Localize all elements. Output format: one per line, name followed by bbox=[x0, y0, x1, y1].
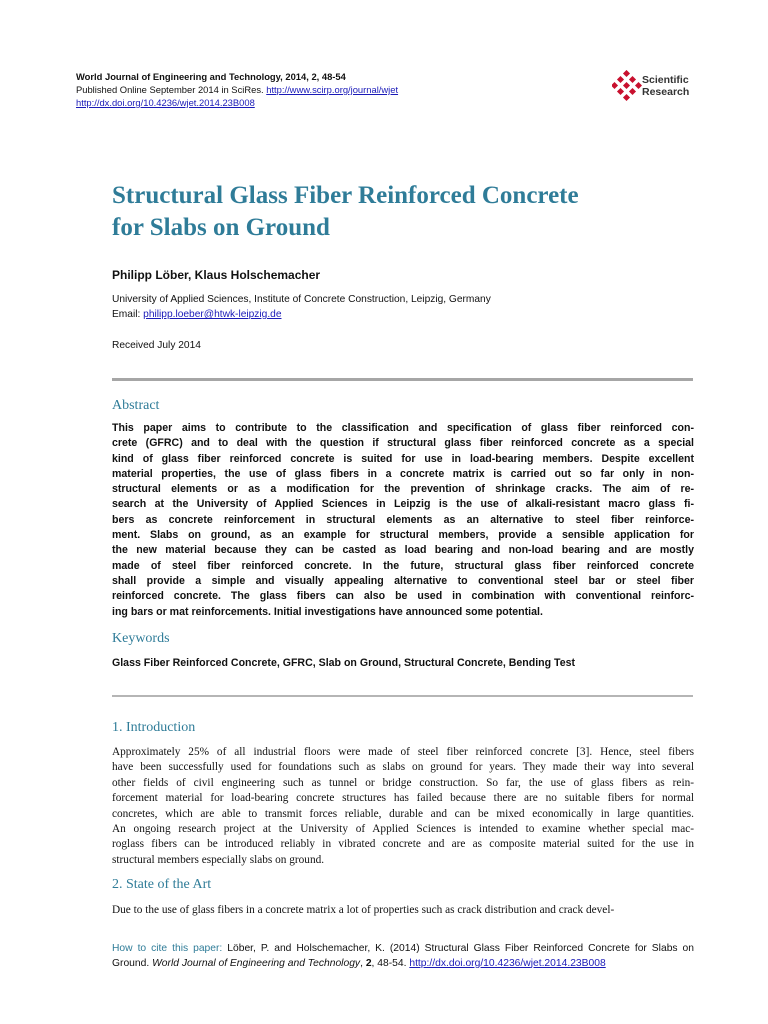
paper-title: Structural Glass Fiber Reinforced Concrete for Slabs on Ground bbox=[112, 182, 579, 241]
abstract-body bbox=[112, 421, 694, 620]
logo-text: Scientific Research bbox=[642, 74, 690, 98]
text-line: search at the University of Applied Sciences in Leipzig is the use of alkali-resistant macro glass fi- bbox=[112, 498, 694, 511]
citation-journal: World Journal of Engineering and Technology bbox=[152, 957, 361, 969]
state-of-art-heading: 2. State of the Art bbox=[112, 877, 212, 892]
affiliation: University of Applied Sciences, Institute of Concrete Construction, Leipzig, Germany bbox=[112, 294, 491, 305]
text-line: forcement material for load-bearing concrete structures has failed because there are no suitable fibers for normal bbox=[112, 792, 694, 805]
citation-text: Löber, P. and Holschemacher, K. (2014) Structural Glass Fiber Reinforced Concrete for Slabs on bbox=[227, 943, 694, 954]
text-line: structural members especially slabs on ground. bbox=[112, 853, 325, 866]
citation-label: How to cite this paper: bbox=[112, 943, 223, 954]
text-line: kind of glass fiber reinforced concrete is suited for use in load-bearing members. Despite excellent bbox=[112, 452, 694, 465]
text-line: An ongoing research project at the University of Applied Sciences is intended to examine whether special mac- bbox=[112, 823, 694, 836]
doi-link[interactable]: http://dx.doi.org/10.4236/wjet.2014.23B008 bbox=[76, 97, 255, 108]
citation-doi-link[interactable]: http://dx.doi.org/10.4236/wjet.2014.23B008 bbox=[409, 957, 606, 969]
citation: How to cite this paper: Löber, P. and Holschemacher, K. (2014) Structural Glass Fiber Reinforced Concrete for Slabs on Ground. World Journal of Engineering and Technology, 2, 48-54. http://dx.doi.org/10.4236/wjet.2014.23B008 bbox=[112, 943, 694, 969]
text-line: ing bars or mat reinforcements. Initial investigations have announced some potential. bbox=[112, 605, 543, 618]
authors: Philipp Löber, Klaus Holschemacher bbox=[112, 268, 321, 282]
text-line: concretes, which are able to transmit forces reliable, durable and can be mixed economically in large quantities. bbox=[112, 807, 694, 820]
text-line: other fields of civil engineering such as tunnel or bridge construction. So far, the use of glass fibers as rein- bbox=[112, 776, 694, 789]
text-line: shall provide a simple and visually appealing alternative to conventional steel bar or steel fiber bbox=[112, 574, 694, 587]
divider bbox=[112, 378, 693, 381]
published-line bbox=[76, 84, 398, 97]
text-line: ment. Slabs on ground, as an example for structural members, provide a sensible application for bbox=[112, 529, 694, 542]
text-line: This paper aims to contribute to the classification and specification of glass fiber reinforced con- bbox=[112, 422, 694, 434]
doi-line bbox=[76, 97, 255, 110]
text-line: crete (GFRC) and to deal with the question if structural glass fiber reinforced concrete as a special bbox=[112, 437, 694, 450]
text-line: roglass fibers can be introduced reliably in vibrated concrete and are as composite material suited for the use in bbox=[112, 838, 694, 851]
introduction-body bbox=[112, 745, 694, 868]
journal-line: World Journal of Engineering and Technology, 2014, 2, 48-54 bbox=[76, 71, 346, 82]
scientific-research-logo bbox=[612, 70, 702, 104]
email-line: Email: philipp.loeber@htwk-leipzig.de bbox=[112, 309, 282, 320]
text-line: have been successfully used for foundations such as slabs on ground for years. They made their way into several bbox=[112, 761, 694, 774]
text-line: Approximately 25% of all industrial floors were made of steel fiber reinforced concrete [3]. Hence, steel fibers bbox=[112, 746, 694, 758]
state-of-art-body: Due to the use of glass fibers in a concrete matrix a lot of properties such as crack distribution and crack devel- bbox=[112, 904, 615, 916]
affiliation-block bbox=[112, 292, 491, 322]
logo-mark-icon bbox=[612, 70, 642, 104]
received-date: Received July 2014 bbox=[112, 340, 201, 351]
text-line: material properties, the use of glass fibers in a concrete matrix is carried out so far only in non- bbox=[112, 467, 694, 480]
keywords-heading: Keywords bbox=[112, 631, 170, 646]
email-link[interactable]: philipp.loeber@htwk-leipzig.de bbox=[143, 309, 282, 320]
divider bbox=[112, 695, 693, 697]
text-line: bers as concrete reinforcement in structural elements as an alternative to steel fiber reinforce- bbox=[112, 513, 694, 526]
keywords-text: Glass Fiber Reinforced Concrete, GFRC, Slab on Ground, Structural Concrete, Bending Test bbox=[112, 657, 576, 669]
text-line: made of steel fiber reinforced concrete. In the future, structural glass fiber reinforced concrete bbox=[112, 559, 694, 572]
abstract-heading: Abstract bbox=[112, 398, 160, 413]
journal-url-link[interactable]: http://www.scirp.org/journal/wjet bbox=[266, 84, 399, 95]
text-line: reinforced concrete. The glass fibers can also be used in combination with conventional reinforc- bbox=[112, 590, 694, 603]
text-line: the new material because they can be casted as load bearing and non-load bearing and are mostly bbox=[112, 544, 694, 557]
introduction-heading: 1. Introduction bbox=[112, 720, 196, 735]
published-text: Published Online September 2014 in SciRes. bbox=[76, 84, 264, 95]
text-line: structural elements or as a modification for the prevention of shrinkage cracks. The aim of re- bbox=[112, 483, 694, 496]
